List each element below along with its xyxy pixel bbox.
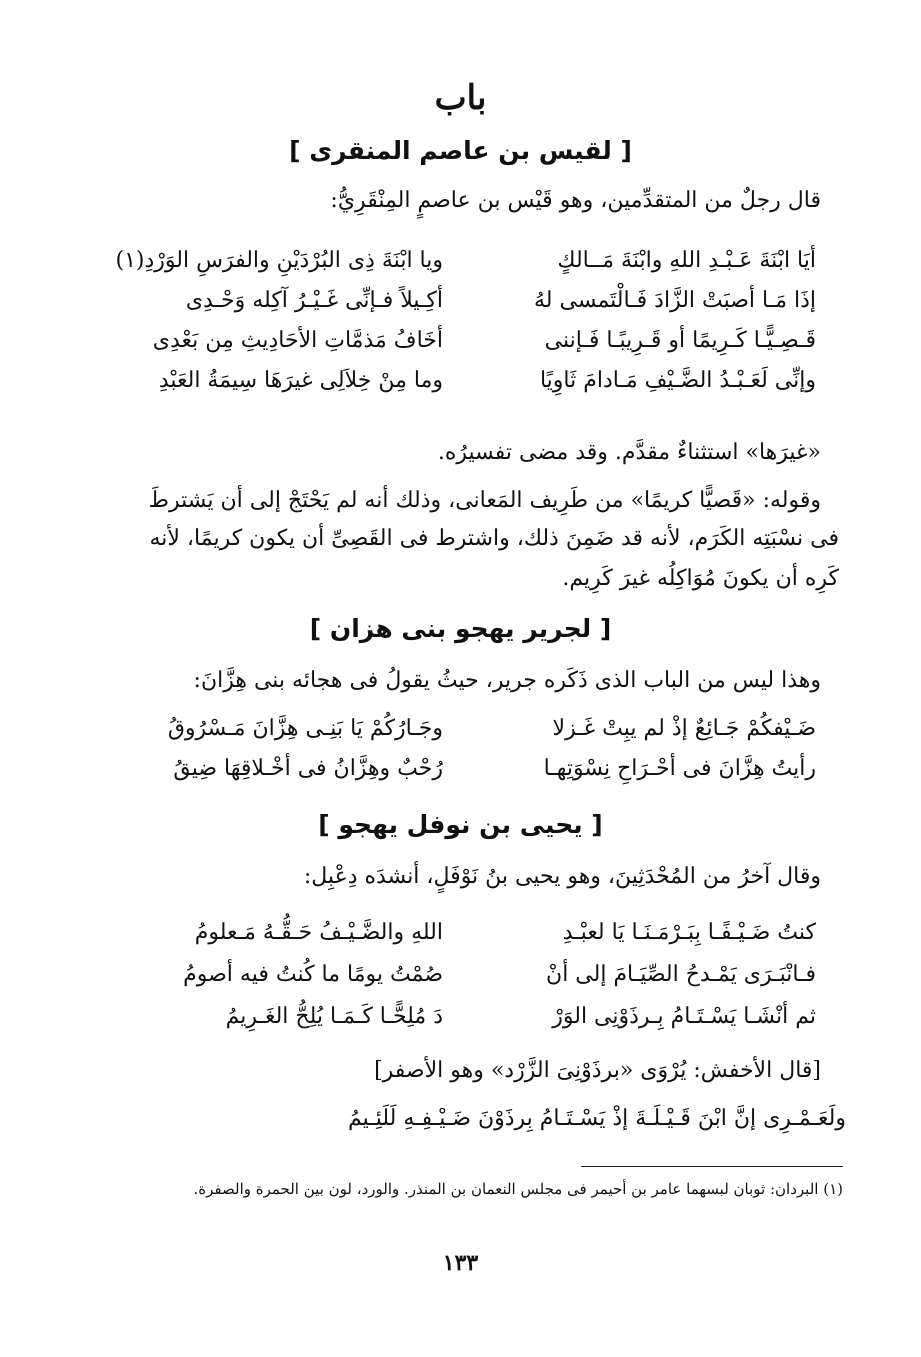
verse-right-hemistich: ضَـيْفكُمْ جَـائِعٌ إذْ لم يبِتْ غَـزلا [552,716,816,741]
verse-left-hemistich: أكِـيلاً فـإنِّى غَـيْـرُ آكِله وَحْـدِى [185,288,443,313]
verse-right-hemistich: إذَا مَـا أصبَتْ الزَّادَ فَـالْتَمسى لهُ [533,288,816,313]
verse-right-hemistich: فـانْبَـرَى يَمْـدحُ الصِّيَـامَ إلى أنْ [546,962,816,987]
paragraph-line: فى نسْبَتِه الكَرَم، لأنه قد ضَمِنَ ذلك، واشترط فى القَصِىِّ أن يكون كريمًا، لأنه [149,526,839,551]
footnote-divider [581,1166,843,1167]
akhfash-note: [قال الأخفش: يُرْوَى «برذَوْنِىَ الزَّرْد» وهو الأصفر] [374,1058,821,1083]
verse-right-hemistich: أيَا ابْنَةَ عَـبْـدِ اللهِ وابْنَةَ مَــالكٍ [557,248,816,273]
verse-right-hemistich: رأيتُ هِزَّانَ فى أحْـرَاحِ نِسْوَتِهـا [543,756,816,781]
footnote: (١) البردان: ثوبان لبسهما عامر بن أحيمر فى مجلس النعمان بن المنذر. والورد، لون بين الحمرة والصفرة. [193,1180,843,1198]
section-intro: وقال آخرُ من المُحْدَثِينَ، وهو يحيى بنُ نَوْفَلٍ، أنشدَه دِعْبِل: [303,864,821,889]
verse-left-hemistich: اللهِ والضَّـيْـفُ حَـقُّـهُ مَـعلومُ [194,920,443,945]
verse-right-hemistich: ثم أنْشَـا يَسْـتَـامُ بِـرذَوْنِى الوَرْ [552,1004,816,1029]
verse-left-hemistich: وجَـارُكُمْ يَا بَنِـى هِزَّانَ مَـسْرُوقُ [167,716,443,741]
section-heading-qays: [ لقيس بن عاصم المنقرى ] [289,136,632,165]
verse-right-hemistich: كنتُ ضَـيْـفًـا بِبَـرْمَـنَـا يَا لعبْـدِ [562,920,816,945]
paragraph-line: وقوله: «قَصيًّا كريمًا» من طَرِيف المَعانى، وذلك أنه لم يَحْتَجْ إلى أن يَشترطَ [148,488,821,513]
verse-right-hemistich: وإنِّى لَعَـبْـدُ الضَّـيْفِ مَـادامَ ثَاوِيًا [539,368,816,393]
page-number: ١٣٣ [442,1250,479,1276]
verse-left-hemistich: ويا ابْنَةَ ذِى البُرْدَيْنِ والفرَسِ الوَرْدِ(١) [115,248,443,273]
chapter-title: باب [434,78,487,118]
verse-right-hemistich: قَـصِـيًّـا كَـرِيمًا أو قَـرِيبًـا فَـإننى [544,328,816,353]
verse-left-hemistich: دَ مُلِحًّـا كَـمَـا يُلِحُّ الغَـرِيمُ [225,1004,443,1029]
paragraph-line: كَرِه أن يكونَ مُوَاكِلُه غيرَ كَرِيم. [562,566,839,591]
paragraph-line: «غيرَها» استثناءٌ مقدَّم. وقد مضى تفسيرُه. [437,440,821,465]
verse-left-hemistich: وما مِنْ خِلاَلِى غيرَهَا سِيمَةُ العَبْدِ [158,368,443,393]
verse-left-hemistich: صُمْتُ يومًا ما كُنتُ فيه أصومُ [183,962,443,987]
verse-left-hemistich: رُحْبٌ وهِزَّانُ فى أخْـلاقِهَا ضِيقُ [173,756,443,781]
section-intro: قال رجلٌ من المتقدِّمين، وهو قَيْس بن عاصمٍ المِنْقَرِيُّ: [330,188,821,213]
section-heading-jarir: [ لجرير يهجو بنى هزان ] [309,614,612,643]
verse-left-hemistich: أخَافُ مَذمَّاتِ الأحَادِيثِ مِن بَعْدِى [152,328,443,353]
full-width-verse: ولَعَـمْـرِى إنَّ ابْنَ قَـيْـلَـةَ إذْ يَسْـتَـامُ بِرذَوْنَ ضَـيْـفِـهِ لَلَئِـيمُ [348,1106,846,1131]
section-intro: وهذا ليس من الباب الذى ذَكَره جرير، حيثُ يقولُ فى هجائه بنى هِزَّانَ: [193,668,821,693]
section-heading-yahya: [ يحيى بن نوفل يهجو ] [318,810,603,839]
